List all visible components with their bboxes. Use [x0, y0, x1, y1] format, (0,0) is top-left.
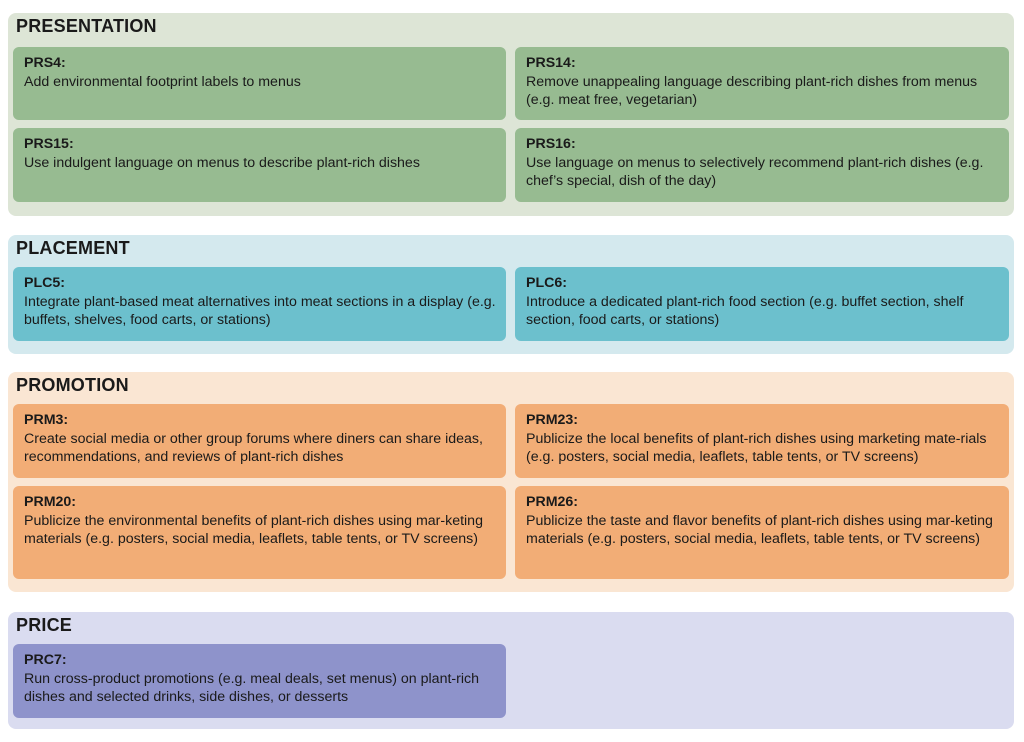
strategy-card-prs14 — [515, 47, 1009, 120]
strategy-code: PRS15: — [24, 136, 74, 152]
strategy-card-prm3 — [13, 404, 506, 478]
strategy-card-prm20 — [13, 486, 506, 579]
strategy-description: Use language on menus to selectively recommend plant-rich dishes (e.g. chef’s special, dish of the day) — [526, 154, 984, 189]
strategy-card-prs15 — [13, 128, 506, 202]
strategy-code: PRS4: — [24, 55, 66, 71]
strategy-description: Use indulgent language on menus to describe plant-rich dishes — [24, 154, 420, 171]
strategy-code: PLC6: — [526, 275, 567, 291]
strategy-code: PRM3: — [24, 412, 69, 428]
strategy-description: Introduce a dedicated plant-rich food section (e.g. buffet section, shelf section, food carts, or stations) — [526, 293, 964, 328]
strategy-card-prs16 — [515, 128, 1009, 202]
strategy-description: Publicize the taste and flavor benefits of plant-rich dishes using mar-keting materials (e.g. posters, social media, leaflets, table tents, or TV screens) — [526, 512, 993, 547]
strategy-card-plc5 — [13, 267, 506, 341]
strategy-description: Create social media or other group forums where diners can share ideas, recommendations, and reviews of plant-rich dishes — [24, 430, 483, 465]
strategy-description: Remove unappealing language describing plant-rich dishes from menus (e.g. meat free, vegetarian) — [526, 73, 978, 108]
strategy-description: Integrate plant-based meat alternatives into meat sections in a display (e.g. buffets, shelves, food carts, or stations) — [24, 293, 496, 328]
strategy-description: Publicize the local benefits of plant-rich dishes using marketing mate-rials (e.g. posters, social media, leaflets, table tents, or TV screens) — [526, 430, 987, 465]
strategy-code: PRS14: — [526, 55, 576, 71]
section-presentation — [8, 13, 1014, 216]
section-promotion — [8, 372, 1014, 592]
strategy-description: Run cross-product promotions (e.g. meal deals, set menus) on plant-rich dishes and selected drinks, side dishes, or desserts — [24, 670, 479, 705]
strategy-card-prm23 — [515, 404, 1009, 478]
section-title: PRICE — [16, 615, 73, 635]
strategy-card-prc7 — [13, 644, 506, 718]
section-title: PRESENTATION — [16, 16, 157, 36]
strategy-description: Add environmental footprint labels to menus — [24, 73, 301, 90]
section-price — [8, 612, 1014, 729]
section-title: PROMOTION — [16, 375, 129, 395]
strategy-description: Publicize the environmental benefits of plant-rich dishes using mar-keting materials (e.g. posters, social media, leaflets, table tents, or TV screens) — [24, 512, 483, 547]
strategy-card-prm26 — [515, 486, 1009, 579]
strategy-code: PRS16: — [526, 136, 576, 152]
strategy-code: PRC7: — [24, 652, 67, 668]
strategy-code: PRM26: — [526, 494, 579, 510]
section-placement — [8, 235, 1014, 354]
section-title: PLACEMENT — [16, 238, 130, 258]
strategy-code: PRM23: — [526, 412, 579, 428]
strategy-code: PLC5: — [24, 275, 65, 291]
strategy-card-plc6 — [515, 267, 1009, 341]
strategy-card-prs4 — [13, 47, 506, 120]
strategy-code: PRM20: — [24, 494, 77, 510]
